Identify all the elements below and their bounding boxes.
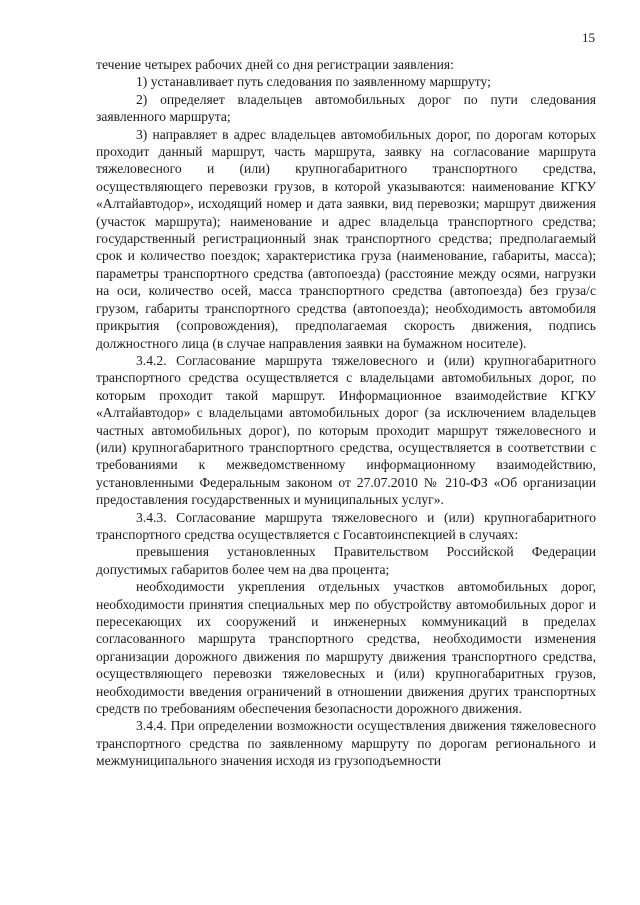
paragraph: 3) направляет в адрес владельцев автомобильных дорог, по дорогам которых проходит данный маршрут, часть маршрута, заявку на согласование маршрута тяжеловесного и (или) крупногабаритного транспортного средства, осуществляющего перевозки грузов, в которой указываются: наименование КГКУ «Алтайавтодор», исходящий номер и дата заявки, вид перевозки; маршрут движения (участок маршрута); наименование и адрес владельца транспортного средства; государственный регистрационный знак транспортного средства; предполагаемый срок и количество поездок; характеристика груза (наименование, габариты, масса); параметры транспортного средства (автопоезда) (расстояние между осями, нагрузки на оси, количество осей, масса транспортного средства (автопоезда) без груза/с грузом, габариты транспортного средства (автопоезда); необходимость автомобиля прикрытия (сопровождения), предполагаемая скорость движения, подпись должностного лица (в случае направления заявки на бумажном носителе). (96, 126, 596, 351)
paragraph: течение четырех рабочих дней со дня регистрации заявления: (96, 57, 454, 72)
paragraph: 3.4.3. Согласование маршрута тяжеловесного и (или) крупногабаритного транспортного средства осуществляется с Госавтоинспекцией в случаях: (96, 509, 596, 542)
paragraph: 3.4.2. Согласование маршрута тяжеловесного и (или) крупногабаритного транспортного средства осуществляется с владельцами автомобильных дорог, по которым проходит такой маршрут. Информационное взаимодействие КГКУ «Алтайавтодор» с владельцами автомобильных дорог (за исключением владельцев частных автомобильных дорог), по которым проходит маршрут тяжеловесного и (или) крупногабаритного транспортного средства, осуществляется в соответствии с требованиями к межведомственному информационному взаимодействию, установленными Федеральным законом от 27.07.2010 № 210-ФЗ «Об организации предоставления государственных и муниципальных услуг». (96, 352, 596, 508)
paragraph: превышения установленных Правительством Российской Федерации допустимых габаритов более чем на два процента; (96, 544, 596, 577)
paragraph: 3.4.4. При определении возможности осуществления движения тяжеловесного транспортного средства по заявленному маршруту по дорогам регионального и межмуниципального значения исходя из грузоподъемности (96, 718, 596, 769)
document-body (96, 56, 596, 770)
paragraph: необходимости укрепления отдельных участков автомобильных дорог, необходимости принятия специальных мер по обустройству автомобильных дорог и пересекающих их сооружений и инженерных коммуникаций в пределах согласованного маршрута транспортного средства, необходимости изменения организации дорожного движения по маршруту движения транспортного средства, осуществляющего перевозки тяжеловесных и (или) крупногабаритных грузов, необходимости введения ограничений в отношении движения других транспортных средств по требованиям обеспечения безопасности дорожного движения. (96, 579, 596, 717)
paragraph: 1) устанавливает путь следования по заявленному маршруту; (136, 74, 491, 90)
page-number: 15 (582, 30, 595, 45)
paragraph: 2) определяет владельцев автомобильных дорог по пути следования заявленного маршрута; (96, 91, 596, 125)
